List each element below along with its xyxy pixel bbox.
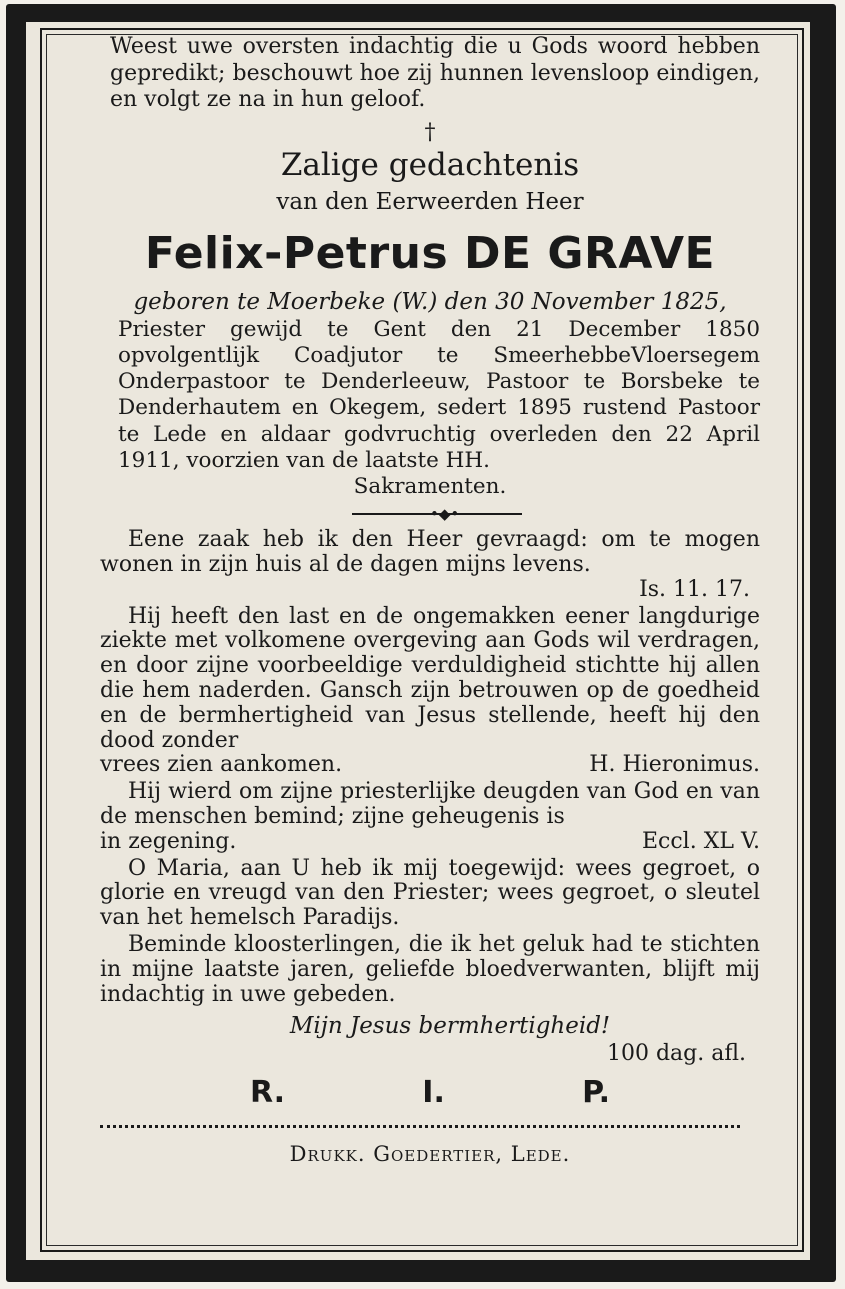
birth-line: geboren te Moerbeke (W.) den 30 November 1825, xyxy=(133,288,727,315)
eccl-last-text: in zegening. xyxy=(100,828,237,854)
ornament-divider xyxy=(100,502,760,526)
hieronimus-ref: H. Hieronimus. xyxy=(589,752,760,778)
rip-p: P. xyxy=(582,1075,610,1111)
farewell-text: Beminde kloosterlingen, die ik het geluk had te stichten in mijne laatste jaren, geliefde bloedverwanten, blijft mij indachtig in uwe gebeden. xyxy=(100,932,760,1007)
indulgence: 100 dag. afl. xyxy=(606,1041,746,1067)
verse-text: Eene zaak heb ik den Heer gevraagd: om te mogen wonen in zijn huis al de dagen mijns levens. xyxy=(100,527,760,578)
rip xyxy=(100,1073,760,1113)
eccl-last-line xyxy=(100,830,760,855)
biography-end: Sakramenten. xyxy=(353,474,507,500)
ornament-icon: •◆• xyxy=(430,505,460,524)
hieronimus-last-text: vrees zien aankomen. xyxy=(100,752,343,778)
motto: Weest uwe oversten indachtig die u Gods woord hebben gepredikt; beschouwt hoe zij hunnen levensloop eindigen, en volgt ze na in hun geloof. xyxy=(110,34,760,112)
card-text xyxy=(100,34,760,1168)
eccl-text: Hij wierd om zijne priesterlijke deugden van God en van de menschen bemind; zijne geheugenis is xyxy=(100,779,760,830)
eccl-ref: Eccl. XL V. xyxy=(641,828,760,854)
deceased-name: Felix-Petrus DE GRAVE xyxy=(144,227,716,279)
rip-r: R. xyxy=(250,1075,286,1111)
subheading: van den Eerweerden Heer xyxy=(276,188,584,215)
hieronimus-text: Hij heeft den last en de ongemakken eener langdurige ziekte met volkomene overgeving aan Gods wil verdragen, en door zijne voorbeeldige verduldigheid stichtte hij allen die hem naderden. Gansch zijn betrouwen op de goedheid en de bermhertigheid van Jesus stellende, heeft hij den dood zonder xyxy=(100,603,760,753)
cross-icon: † xyxy=(424,119,436,145)
hieronimus-last-line xyxy=(100,753,760,778)
biography: Priester gewijd te Gent den 21 December 1850 opvolgentlijk Coadjutor te SmeerhebbeVloersegem Onderpastoor te Denderleeuw, Pastoor te Borsbeke te Denderhautem en Okegem, sedert 1895 rustend Pastoor te Lede en aldaar godvruchtig overleden den 22 April 1911, voorzien van de laatste HH. xyxy=(118,316,760,473)
dotted-rule xyxy=(100,1125,740,1128)
ejaculatory-prayer: Mijn Jesus bermhertigheid! xyxy=(289,1013,611,1040)
printer-imprint: Drukk. Goedertier, Lede. xyxy=(289,1142,571,1167)
rip-i: I. xyxy=(422,1075,445,1111)
maria-prayer: O Maria, aan U heb ik mij toegewijd: wees gegroet, o glorie en vreugd van den Priester; wees gegroet, o sleutel van het hemelsch Paradijs. xyxy=(100,855,760,931)
verse-ref: Is. 11. 17. xyxy=(639,576,750,602)
heading: Zalige gedachtenis xyxy=(280,146,580,183)
